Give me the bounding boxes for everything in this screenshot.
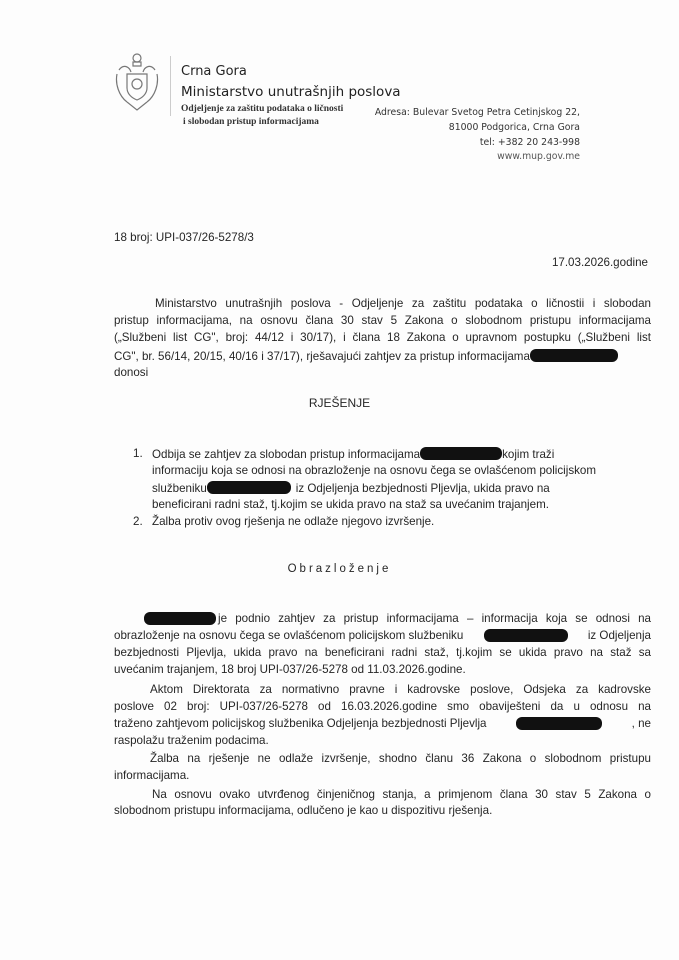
address-line-1: Adresa: Bulevar Svetog Petra Cetinjskog 22, bbox=[374, 107, 580, 118]
reasoning-text: je podnio zahtjev za pristup informacijama – informacija koja se odnosi na bbox=[218, 612, 651, 625]
reasoning-line: Žalba na rješenje ne odlaže izvršenje, shodno članu 36 Zakona o slobodnom pristupu bbox=[150, 752, 651, 765]
reasoning-line: informacijama. bbox=[114, 769, 190, 782]
intro-line: („Službeni list CG", broj: 44/12 i 30/17), i člana 18 Zakona o upravnom postupku („Službeni list bbox=[114, 331, 651, 344]
item-text: iz Odjeljenja bezbjednosti Pljevlja, ukida pravo na bbox=[295, 482, 550, 495]
reasoning-line: poslove 02 broj: UPI-037/26-5278 od 16.03.2026.godine smo obaviješteni da u odnosu na bbox=[114, 700, 651, 713]
redacted-name bbox=[484, 629, 568, 642]
department-line-1: Odjeljenje za zaštitu podataka o ličnosti bbox=[181, 104, 344, 114]
ministry-name: Ministarstvo unutrašnjih poslova bbox=[181, 84, 401, 100]
reasoning-line bbox=[114, 717, 651, 731]
list-item: Žalba protiv ovog rješenja ne odlaže njegovo izvršenje. bbox=[152, 515, 435, 528]
reasoning-text: , ne bbox=[631, 717, 651, 730]
reasoning-line bbox=[114, 629, 651, 643]
list-number: 2. bbox=[133, 515, 143, 528]
reasoning-text: traženo zahtjevom policijskog službenika Odjeljenja bezbjednosti Pljevlja bbox=[114, 717, 487, 730]
reasoning-line: raspolažu traženim podacima. bbox=[114, 734, 269, 747]
redacted-name bbox=[420, 447, 502, 460]
address-line-2: 81000 Podgorica, Crna Gora bbox=[448, 122, 580, 133]
coat-of-arms-logo bbox=[113, 52, 161, 114]
list-number: 1. bbox=[133, 447, 143, 460]
reasoning-line bbox=[144, 612, 651, 626]
reasoning-line: bezbjednosti Pljevlja, ukida pravo na beneficirani radni staž, tj.kojim se ukida pravo na staž sa bbox=[114, 646, 651, 659]
intro-text: CG", br. 56/14, 20/15, 40/16 i 37/17), rješavajući zahtjev za pristup informacijama bbox=[114, 350, 530, 363]
item-text: službeniku bbox=[152, 482, 207, 495]
redacted-name bbox=[144, 612, 216, 625]
item-text: kojim traži bbox=[502, 448, 555, 461]
redacted-name bbox=[516, 717, 602, 730]
intro-line: donosi bbox=[114, 366, 149, 379]
redacted-name bbox=[207, 481, 291, 494]
reasoning-line: Na osnovu ovako utvrđenog činjeničnog stanja, a primjenom člana 30 stav 5 Zakona o bbox=[152, 788, 651, 801]
logo-divider bbox=[170, 56, 171, 116]
redacted-name bbox=[530, 349, 618, 362]
reasoning-line: Aktom Direktorata za normativno pravne i kadrovske poslove, Odsjeka za kadrovske bbox=[150, 683, 651, 696]
intro-line: Ministarstvo unutrašnjih poslova - Odjeljenje za zaštitu podataka o ličnostii i slobodan bbox=[155, 297, 651, 310]
reasoning-text: iz Odjeljenja bbox=[587, 629, 651, 642]
reasoning-title: Obrazloženje bbox=[287, 563, 392, 575]
list-item bbox=[152, 447, 554, 462]
country-name: Crna Gora bbox=[181, 64, 247, 79]
item-text-line bbox=[152, 481, 550, 496]
item-text: beneficirani radni staž, tj.kojim se ukida pravo na staž sa uvećanim trajanjem. bbox=[152, 498, 549, 511]
item-text: Odbija se zahtjev za slobodan pristup informacijama bbox=[152, 448, 421, 461]
item-text: informaciju koja se odnosi na obrazloženje na osnovu čega se ovlašćenom policijskom bbox=[152, 464, 597, 477]
reasoning-line: uvećanim trajanjem, 18 broj UPI-037/26-5278 od 11.03.2026.godine. bbox=[114, 663, 466, 676]
reasoning-line: slobodnom pristupu informacijama, odlučeno je kao u dispozitivu rješenja. bbox=[114, 804, 493, 817]
department-line-2: i slobodan pristup informacijama bbox=[183, 117, 319, 127]
intro-line bbox=[114, 349, 618, 364]
reasoning-text: obrazloženje na osnovu čega se ovlašćenom policijskom službeniku bbox=[114, 629, 464, 642]
reference-number: 18 broj: UPI-037/26-5278/3 bbox=[114, 231, 254, 244]
website-link[interactable]: www.mup.gov.me bbox=[497, 151, 580, 162]
decision-title: RJEŠENJE bbox=[308, 396, 371, 410]
intro-line: pristup informacijama, na osnovu člana 30 stav 5 Zakona o slobodnom pristupu informacijama bbox=[114, 314, 651, 327]
phone: tel: +382 20 243-998 bbox=[479, 137, 580, 148]
document-date: 17.03.2026.godine bbox=[551, 256, 648, 269]
